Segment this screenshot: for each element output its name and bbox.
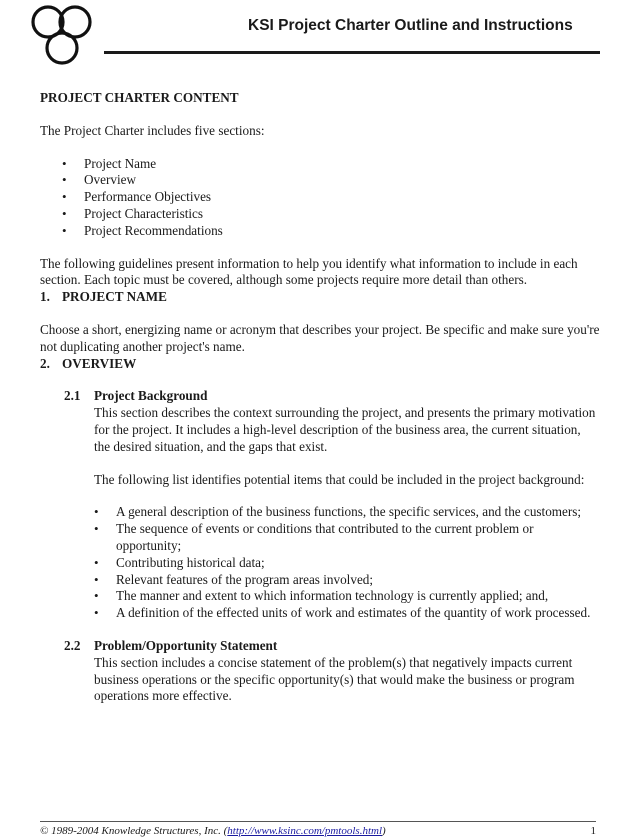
- list-item: • Project Recommendations: [84, 223, 600, 240]
- list-item: • Relevant features of the program areas involved;: [116, 572, 600, 589]
- pmtools-link[interactable]: http://www.ksinc.com/pmtools.html: [227, 825, 383, 837]
- copyright-text: © 1989-2004 Knowledge Structures, Inc. (: [40, 825, 228, 837]
- subsection-2-1: [64, 388, 600, 622]
- section-number: 2.: [40, 355, 50, 371]
- subsection-body: This section describes the context surrounding the project, and presents the primary motivation for the project. It includes a high-level description of the business area, the current situation, the desired situation, and the gaps that exist.: [94, 405, 596, 454]
- footer-divider: [40, 821, 596, 822]
- section-1-body: Choose a short, energizing name or acronym that describes your project. Be specific and make sure you're not duplicating another project's name.: [40, 321, 600, 354]
- subsection-heading: [64, 388, 600, 405]
- list-item: • A general description of the business functions, the specific services, and the customers;: [116, 504, 600, 521]
- subsection-number: 2.1: [64, 388, 81, 404]
- charter-content-heading: PROJECT CHARTER CONTENT: [40, 90, 239, 105]
- subsection-title: Project Background: [94, 388, 208, 404]
- page-footer: [40, 825, 596, 837]
- section-title: OVERVIEW: [62, 355, 137, 371]
- subsection-title: Problem/Opportunity Statement: [94, 637, 278, 653]
- list-item: • Performance Objectives: [84, 189, 600, 206]
- list-item: • Overview: [84, 172, 600, 189]
- subsection-heading: [64, 638, 600, 655]
- list-item: • Contributing historical data;: [116, 555, 600, 572]
- list-item: • The manner and extent to which information technology is currently applied; and,: [116, 588, 600, 605]
- guidelines-paragraph: The following guidelines present information to help you identify what information to include in each section. Each topic must be covered, although some projects require more detail than others.: [40, 255, 578, 288]
- subsection-number: 2.2: [64, 637, 81, 653]
- document-title: KSI Project Charter Outline and Instructions: [248, 17, 573, 34]
- section-1-heading: [40, 289, 600, 306]
- document-body: [40, 90, 600, 705]
- subsection-2-2: [64, 638, 600, 705]
- list-item: • The sequence of events or conditions that contributed to the current problem or opportunity;: [116, 521, 600, 555]
- three-rings-logo-icon: [28, 2, 98, 72]
- header-divider: [104, 51, 600, 54]
- charter-intro: The Project Charter includes five sections:: [40, 122, 265, 138]
- background-items-list: [116, 504, 600, 622]
- sections-list: [62, 156, 600, 240]
- list-item: • A definition of the effected units of work and estimates of the quantity of work processed.: [116, 605, 600, 622]
- section-number: 1.: [40, 289, 50, 305]
- page-number: 1: [590, 825, 596, 837]
- copyright-close: ): [382, 825, 386, 837]
- subsection-body: This section includes a concise statement of the problem(s) that negatively impacts current business operations or the specific opportunity(s) that would make the business or program operations more effective.: [94, 654, 575, 704]
- list-item: • Project Characteristics: [84, 206, 600, 223]
- list-item: • Project Name: [84, 156, 600, 173]
- section-title: PROJECT NAME: [62, 289, 167, 305]
- list-intro: The following list identifies potential items that could be included in the project background:: [94, 471, 585, 487]
- section-2-heading: [40, 356, 600, 373]
